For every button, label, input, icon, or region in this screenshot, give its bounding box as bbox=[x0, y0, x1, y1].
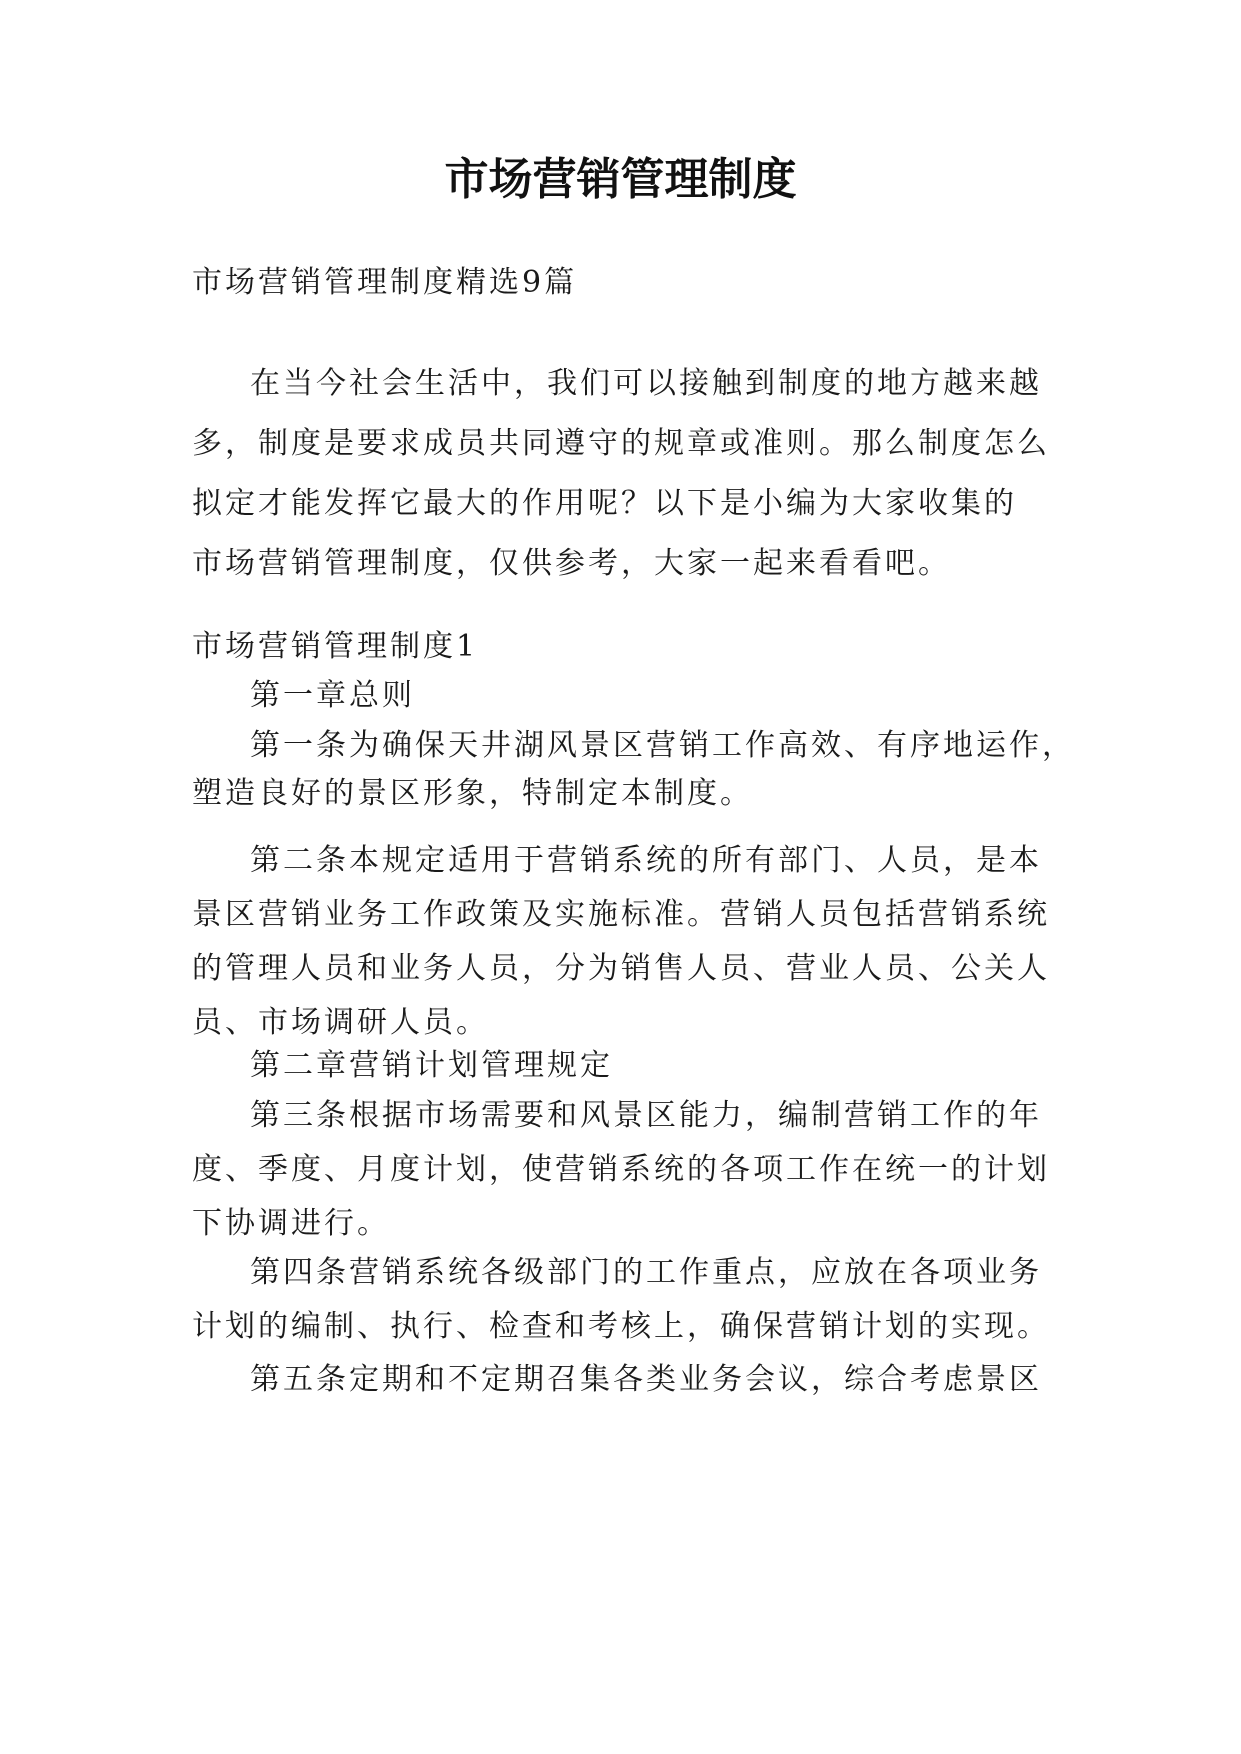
intro-line: 在当今社会生活中，我们可以接触到制度的地方越来越 bbox=[250, 366, 1042, 401]
article-line: 第四条营销系统各级部门的工作重点，应放在各项业务 bbox=[250, 1255, 1042, 1290]
article-line: 景区营销业务工作政策及实施标准。营销人员包括营销系统 bbox=[192, 897, 1050, 932]
article-paragraph bbox=[192, 716, 1075, 824]
intro-line: 拟定才能发挥它最大的作用呢？以下是小编为大家收集的 bbox=[192, 486, 1017, 521]
article-line: 塑造良好的景区形象，特制定本制度。 bbox=[192, 776, 753, 811]
intro-line: 市场营销管理制度，仅供参考，大家一起来看看吧。 bbox=[192, 546, 951, 581]
intro-paragraph bbox=[192, 354, 1062, 594]
article-paragraph bbox=[192, 1086, 1062, 1254]
article-paragraph bbox=[192, 831, 1062, 1053]
section-heading-text: 市场营销管理制度1 bbox=[192, 629, 479, 664]
subtitle bbox=[192, 253, 1062, 313]
article-paragraph bbox=[192, 1350, 1062, 1410]
article-line: 第三条根据市场需要和风景区能力，编制营销工作的年 bbox=[250, 1098, 1042, 1133]
article-line: 第二条本规定适用于营销系统的所有部门、人员，是本 bbox=[250, 843, 1042, 878]
article-paragraph bbox=[192, 1243, 1062, 1357]
article-line: 员、市场调研人员。 bbox=[192, 1005, 489, 1040]
subtitle-text: 市场营销管理制度精选9篇 bbox=[192, 265, 578, 300]
article-line: 第五条定期和不定期召集各类业务会议，综合考虑景区 bbox=[250, 1362, 1042, 1397]
intro-line: 多，制度是要求成员共同遵守的规章或准则。那么制度怎么 bbox=[192, 426, 1050, 461]
article-line: 第一条为确保天井湖风景区营销工作高效、有序地运作， bbox=[250, 728, 1075, 763]
article-line: 度、季度、月度计划，使营销系统的各项工作在统一的计划 bbox=[192, 1152, 1050, 1187]
article-line: 的管理人员和业务人员，分为销售人员、营业人员、公关人 bbox=[192, 951, 1050, 986]
page-title: 市场营销管理制度 bbox=[444, 154, 797, 205]
chapter-heading-text: 第二章营销计划管理规定 bbox=[250, 1048, 613, 1083]
article-line: 下协调进行。 bbox=[192, 1206, 390, 1241]
article-line: 计划的编制、执行、检查和考核上，确保营销计划的实现。 bbox=[192, 1309, 1050, 1344]
chapter-heading-text: 第一章总则 bbox=[250, 678, 415, 713]
